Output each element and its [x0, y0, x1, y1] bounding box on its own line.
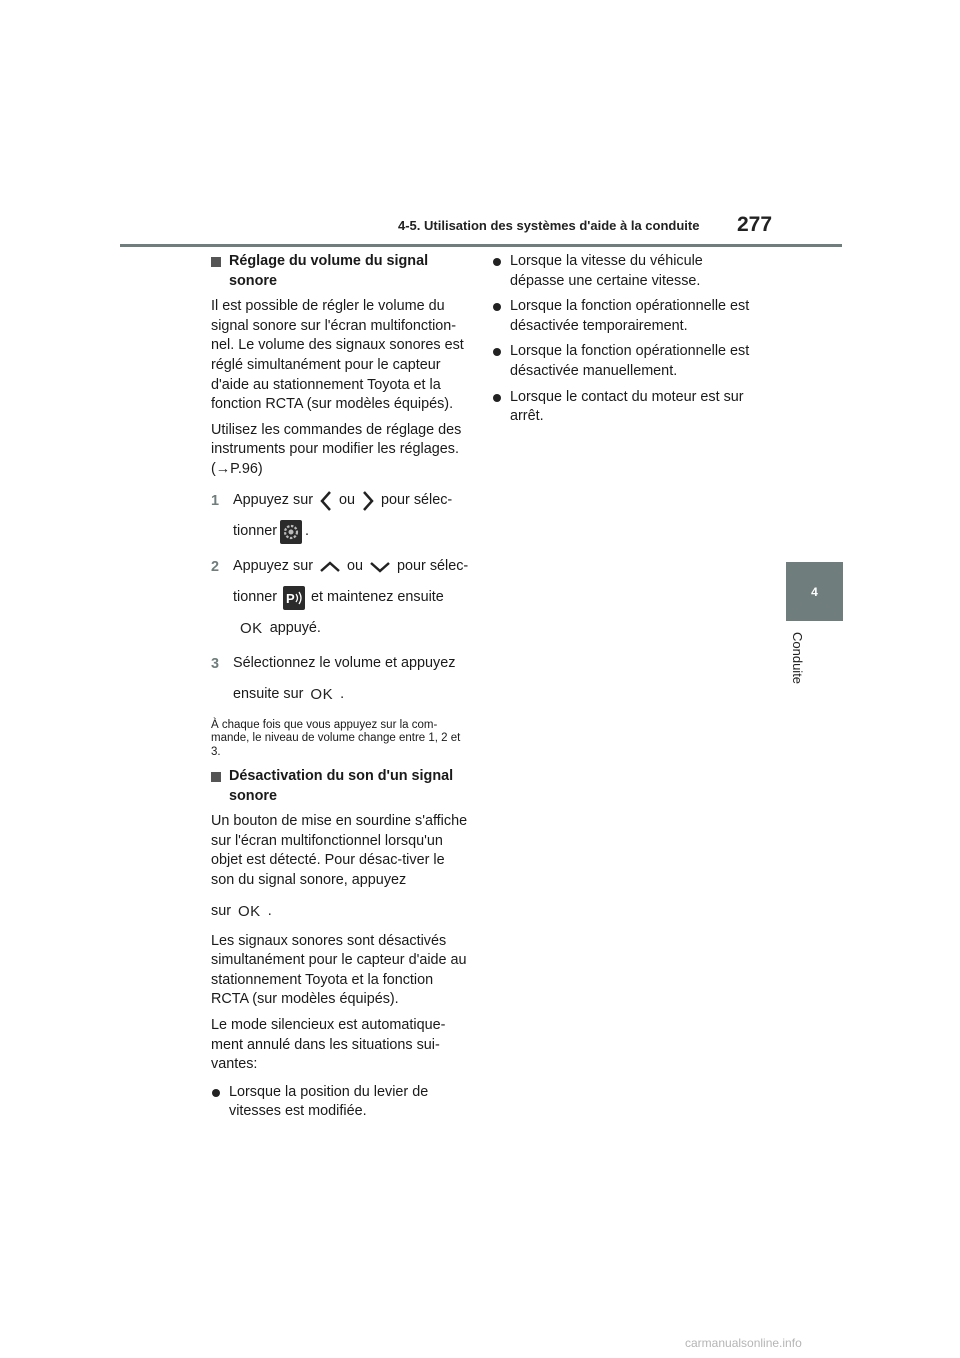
chevron-left-icon [319, 490, 333, 512]
step-text: ou [339, 492, 356, 509]
chapter-tab [786, 562, 843, 621]
chevron-right-icon [361, 490, 375, 512]
svg-text:P: P [286, 591, 295, 607]
list-item [211, 1083, 469, 1122]
ok-button-icon: OK [238, 903, 261, 921]
bullet-icon [493, 258, 501, 266]
list-item [492, 252, 760, 291]
step-text: Appuyez sur [233, 492, 313, 509]
paragraph: Le mode silencieux est automatique-ment annulé dans les situations sui-vantes: [211, 1016, 446, 1073]
note: À chaque fois que vous appuyez sur la com-mande, le niveau de volume change entre 1, 2 et 3. [211, 718, 461, 758]
step-text: tionner [233, 589, 278, 606]
chevron-up-icon [319, 560, 341, 574]
paragraph-text: Un bouton de mise en sourdine s'affiche sur l'écran multifonctionnel lorsqu'un objet est détecté. Pour désac-tiver le son du signal sonore, appuyez [211, 813, 468, 888]
step-text: . [340, 686, 345, 703]
watermark: carmanualsonline.info [685, 1336, 802, 1350]
section-title-line2: sonore [229, 787, 277, 804]
section-title-line2: sonore [229, 272, 277, 289]
section-title-volume [211, 252, 469, 291]
ok-button-icon: OK [310, 686, 334, 704]
section-title-line1: Désactivation du son d'un signal [229, 768, 454, 785]
step-text: Sélectionnez le volume et appuyez [233, 655, 456, 672]
section-square-icon [211, 772, 221, 782]
section-title-mute [211, 767, 469, 806]
bullet-icon [493, 394, 501, 402]
paragraph-text: Utilisez les commandes de réglage des instruments pour modifier les réglages. [211, 421, 462, 458]
step-text: appuyé. [269, 620, 321, 637]
bullet-icon [493, 348, 501, 356]
paragraph [211, 812, 469, 890]
step-text: ou [347, 558, 364, 575]
paragraph [211, 421, 469, 480]
paragraph-text: . [267, 903, 272, 920]
list-item-text: Lorsque la vitesse du véhicule dépasse une certaine vitesse. [510, 253, 703, 289]
step-text: . [305, 523, 310, 540]
section-title-line1: Réglage du volume du signal [229, 253, 429, 269]
list-item-text: Lorsque la fonction opérationnelle est désactivée temporairement. [510, 298, 750, 334]
step-text: et maintenez ensuite [311, 589, 444, 606]
step-text: tionner [233, 523, 278, 540]
step-number: 3 [211, 655, 220, 672]
header-divider [120, 244, 842, 247]
chevron-down-icon [369, 560, 391, 574]
step-number: 2 [211, 558, 220, 575]
park-assist-icon [283, 586, 305, 610]
section-header: 4-5. Utilisation des systèmes d'aide à la conduite [398, 218, 700, 233]
chapter-number: 4 [811, 584, 818, 599]
chapter-label: Conduite [790, 632, 805, 685]
bullet-icon [212, 1089, 220, 1097]
step-text: Appuyez sur [233, 558, 313, 575]
bullet-icon [493, 303, 501, 311]
page-reference: (→P.96) [211, 460, 263, 477]
right-column [492, 252, 760, 433]
paragraph-text: sur [211, 903, 231, 920]
paragraph-line [211, 897, 469, 928]
page-number: 277 [737, 213, 773, 236]
paragraph: Il est possible de régler le volume du signal sonore sur l'écran multifonction-nel. Le volume des signaux sonores est réglé simultanément pour le capteur d'aide au stationnement Toyota et la fonction RCTA (sur modèles équipés). [211, 298, 464, 413]
step-text: pour sélec- [397, 558, 469, 575]
list-item-text: Lorsque la fonction opérationnelle est désactivée manuellement. [510, 343, 750, 379]
paragraph: Les signaux sonores sont désactivés simultanément pour le capteur d'aide au stationnement Toyota et la fonction RCTA (sur modèles équipés). [211, 932, 467, 1008]
step-text: ensuite sur [233, 686, 304, 703]
list-item [492, 388, 760, 427]
list-item [492, 342, 760, 381]
step-3 [211, 649, 469, 711]
ok-button-icon: OK [240, 620, 263, 638]
section-square-icon [211, 257, 221, 267]
list-item [492, 297, 760, 336]
left-column [211, 252, 469, 1126]
step-number: 1 [211, 492, 220, 509]
list-item-text: Lorsque le contact du moteur est sur arrêt. [510, 388, 744, 425]
list-item-text: Lorsque la position du levier de vitesses est modifiée. [229, 1083, 429, 1120]
step-2 [211, 552, 469, 645]
step-text: pour sélec- [381, 492, 453, 509]
step-1 [211, 486, 469, 548]
gear-icon [280, 520, 302, 544]
